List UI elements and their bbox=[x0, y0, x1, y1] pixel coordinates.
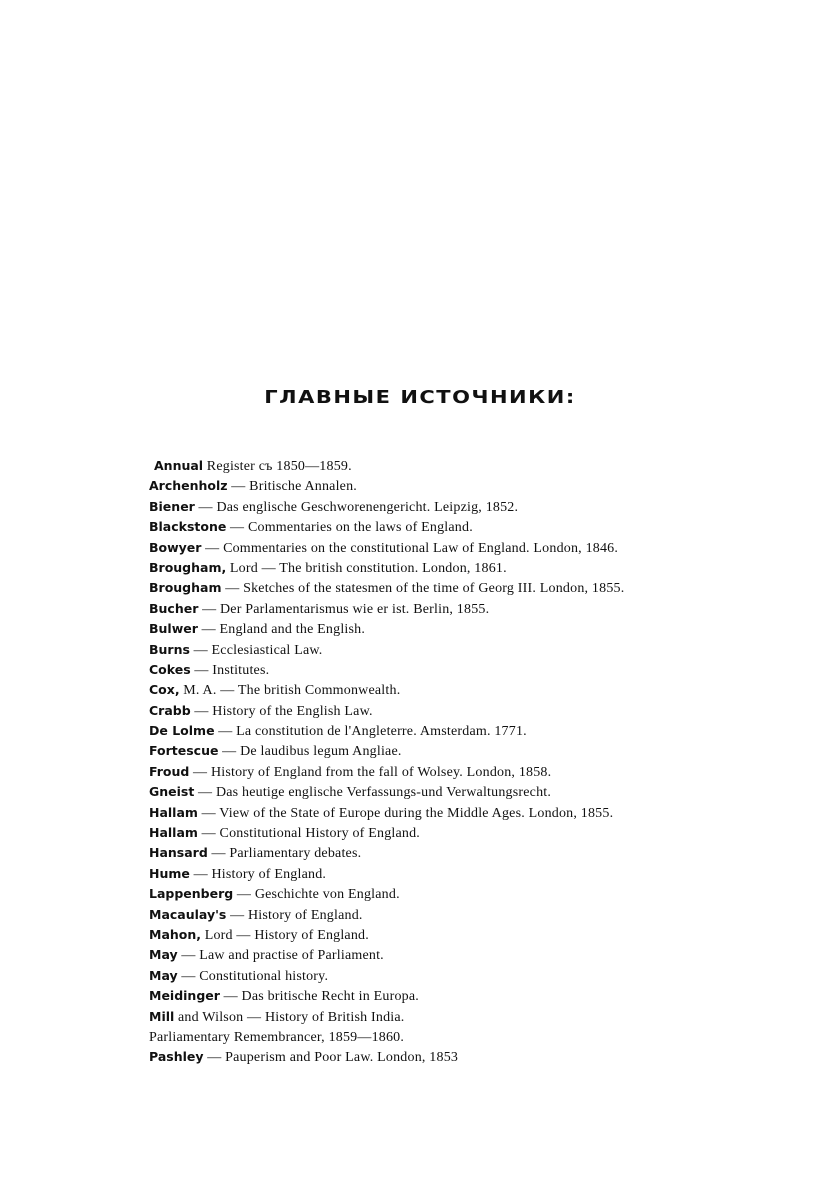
source-entry bbox=[149, 578, 809, 598]
source-entry bbox=[149, 945, 809, 965]
source-title: — Ecclesiastical Law. bbox=[189, 642, 323, 658]
source-entry bbox=[149, 721, 809, 741]
source-entry bbox=[149, 1047, 809, 1067]
source-title: and Wilson — History of British India. bbox=[174, 1009, 405, 1025]
source-title: — Commentaries on the laws of England. bbox=[226, 520, 473, 536]
source-title: — Parliamentary debates. bbox=[207, 846, 362, 862]
source-author: Fortescue bbox=[149, 743, 219, 759]
source-author: Gneist bbox=[149, 784, 195, 800]
source-entry bbox=[149, 864, 809, 884]
source-author: Lappenberg bbox=[149, 886, 234, 902]
source-title: — Sketches of the statesmen of the time of Georg III. London, 1855. bbox=[221, 581, 625, 597]
source-author: May bbox=[149, 947, 178, 963]
source-author: Cox, bbox=[149, 682, 180, 698]
source-author: Mahon, bbox=[149, 926, 202, 942]
source-author: Biener bbox=[149, 498, 195, 514]
source-entry bbox=[149, 680, 809, 700]
source-entry bbox=[149, 558, 809, 578]
source-title: — Commentaries on the constitutional Law of England. London, 1846. bbox=[201, 540, 619, 556]
source-entry bbox=[149, 803, 809, 823]
source-title: Lord — The british constitution. London, 1861. bbox=[226, 560, 507, 576]
source-entry bbox=[149, 701, 809, 721]
source-entry bbox=[149, 476, 809, 496]
source-title: — Das britische Recht in Europa. bbox=[219, 989, 419, 1005]
source-entry bbox=[149, 966, 809, 986]
source-entry bbox=[149, 640, 809, 660]
source-author: Mill bbox=[149, 1008, 175, 1024]
source-entry bbox=[149, 986, 809, 1006]
source-author: Hallam bbox=[149, 804, 198, 820]
source-title: — England and the English. bbox=[197, 622, 366, 638]
source-author: Bulwer bbox=[149, 621, 198, 637]
source-author: Macaulay's bbox=[149, 906, 227, 922]
source-title: — La constitution de l'Angleterre. Amsterdam. 1771. bbox=[214, 724, 527, 740]
source-author: Bucher bbox=[149, 600, 199, 616]
source-title: — History of England from the fall of Wolsey. London, 1858. bbox=[189, 764, 552, 780]
source-title: Parliamentary Remembrancer, 1859—1860. bbox=[149, 1029, 405, 1045]
source-title: — Das englische Geschworenengericht. Leipzig, 1852. bbox=[194, 499, 519, 515]
source-entry bbox=[149, 925, 809, 945]
source-title: — Das heutige englische Verfassungs-und Verwaltungsrecht. bbox=[194, 785, 552, 801]
source-title: — Constitutional History of England. bbox=[197, 826, 420, 842]
source-author: Froud bbox=[149, 763, 190, 779]
source-entry bbox=[149, 1007, 809, 1027]
source-author: Brougham, bbox=[149, 559, 227, 575]
source-title: — De laudibus legum Angliae. bbox=[218, 744, 402, 760]
source-title: M. A. — The british Commonwealth. bbox=[179, 683, 401, 699]
source-entry bbox=[149, 497, 809, 517]
source-entry bbox=[149, 823, 809, 843]
source-author: Burns bbox=[149, 641, 190, 657]
source-entry bbox=[149, 1027, 809, 1047]
source-entry bbox=[149, 456, 809, 476]
source-title: — Pauperism and Poor Law. London, 1853 bbox=[203, 1050, 459, 1066]
page-heading: ГЛАВНЫЕ ИСТОЧНИКИ: bbox=[264, 386, 576, 408]
source-entry bbox=[149, 782, 809, 802]
source-title: — History of England. bbox=[226, 907, 363, 923]
source-title: Register съ 1850—1859. bbox=[203, 459, 352, 474]
source-title: Lord — History of England. bbox=[201, 927, 369, 943]
source-author: Annual bbox=[154, 458, 204, 473]
source-title: — Britische Annalen. bbox=[227, 479, 357, 495]
source-entry bbox=[149, 517, 809, 537]
source-title: — View of the State of Europe during the Middle Ages. London, 1855. bbox=[197, 805, 614, 821]
source-entry bbox=[149, 741, 809, 761]
source-entry bbox=[149, 843, 809, 863]
source-author: Hume bbox=[149, 865, 190, 881]
source-author: Hansard bbox=[149, 845, 208, 861]
source-author: Hallam bbox=[149, 825, 198, 841]
source-title: — History of the English Law. bbox=[190, 703, 373, 719]
source-author: Blackstone bbox=[149, 519, 227, 535]
source-entry bbox=[149, 538, 809, 558]
source-entry bbox=[149, 619, 809, 639]
source-entry bbox=[149, 905, 809, 925]
source-title: — Geschichte von England. bbox=[233, 887, 400, 903]
source-title: — History of England. bbox=[189, 866, 327, 882]
source-title: — Law and practise of Parliament. bbox=[177, 948, 384, 964]
source-author: Brougham bbox=[149, 580, 222, 596]
sources-list bbox=[149, 456, 809, 1068]
source-author: Archenholz bbox=[149, 478, 228, 494]
source-author: Meidinger bbox=[149, 988, 220, 1004]
source-entry bbox=[149, 762, 809, 782]
source-author: May bbox=[149, 967, 178, 983]
source-entry bbox=[149, 599, 809, 619]
source-author: Pashley bbox=[149, 1049, 204, 1065]
source-author: De Lolme bbox=[149, 723, 215, 739]
source-entry bbox=[149, 884, 809, 904]
source-entry bbox=[149, 660, 809, 680]
source-author: Crabb bbox=[149, 702, 191, 718]
source-title: — Institutes. bbox=[190, 662, 270, 678]
source-title: — Der Parlamentarismus wie er ist. Berlin, 1855. bbox=[198, 601, 490, 617]
source-author: Bowyer bbox=[149, 539, 202, 555]
source-author: Cokes bbox=[149, 661, 191, 677]
source-title: — Constitutional history. bbox=[177, 968, 329, 984]
